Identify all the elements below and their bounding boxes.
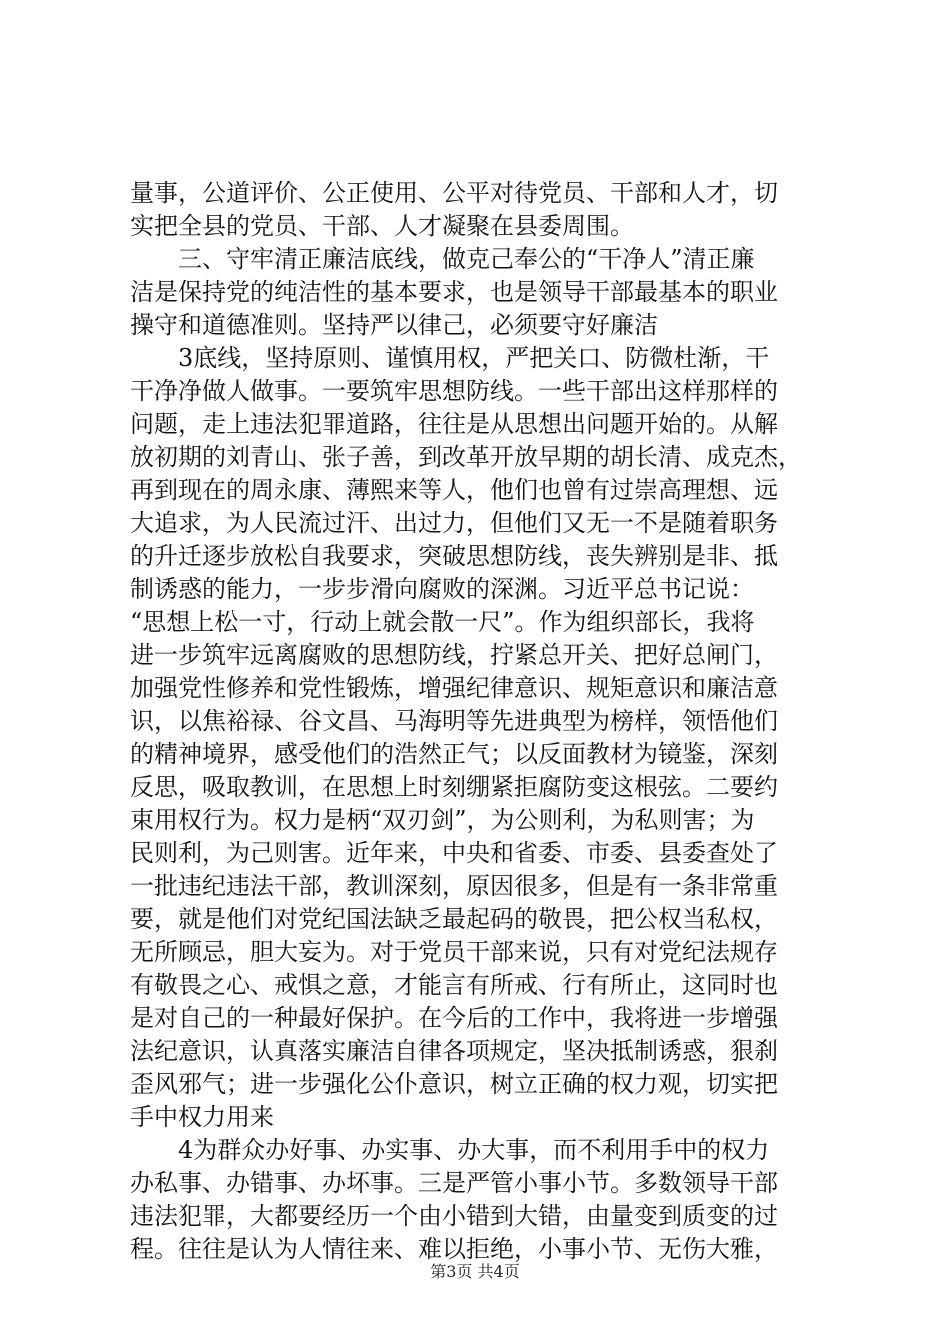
text-line: 有敬畏之心、戒惧之意，才能言有所戒、行有所止，这同时也 — [130, 971, 778, 999]
text-line: 是对自己的一种最好保护。在今后的工作中，我将进一步增强 — [130, 1004, 778, 1032]
document-body — [130, 177, 830, 1266]
text-line: 问题，走上违法犯罪道路，往往是从思想出问题开始的。从解 — [130, 410, 778, 438]
text-line: 再到现在的周永康、薄熙来等人，他们也曾有过崇高理想、远 — [130, 476, 778, 504]
text-line: 大追求，为人民流过汗、出过力，但他们又无一不是随着职务 — [130, 509, 778, 537]
text-line: 4为群众办好事、办实事、办大事，而不利用手中的权力 — [178, 1136, 770, 1164]
text-line: 洁是保持党的纯洁性的基本要求，也是领导干部最基本的职业 — [130, 278, 778, 306]
text-line: 三、守牢清正廉洁底线，做克己奉公的“干净人”清正廉 — [178, 245, 755, 273]
text-line: 一批违纪违法干部，教训深刻，原因很多，但是有一条非常重 — [130, 872, 778, 900]
text-line: 办私事、办错事、办坏事。三是严管小事小节。多数领导干部 — [130, 1169, 778, 1197]
text-line: 放初期的刘青山、张子善，到改革开放早期的胡长清、成克杰， — [130, 443, 802, 471]
text-line: 民则利，为己则害。近年来，中央和省委、市委、县委查处了 — [130, 839, 778, 867]
text-line: “思想上松一寸，行动上就会散一尺”。作为组织部长，我将 — [130, 608, 755, 636]
text-line: 加强党性修养和党性锻炼，增强纪律意识、规矩意识和廉洁意 — [130, 674, 778, 702]
text-line: 歪风邪气；进一步强化公仆意识，树立正确的权力观，切实把 — [130, 1070, 778, 1098]
text-line: 量事，公道评价、公正使用、公平对待党员、干部和人才，切 — [130, 179, 778, 207]
text-line: 束用权行为。权力是柄“双刃剑”，为公则利，为私则害；为 — [130, 806, 755, 834]
text-line: 手中权力用来 — [130, 1103, 274, 1131]
text-line: 识，以焦裕禄、谷文昌、马海明等先进典型为榜样，领悟他们 — [130, 707, 778, 735]
text-line: 3底线，坚持原则、谨慎用权，严把关口、防微杜渐，干 — [178, 344, 770, 372]
text-line: 程。往往是认为人情往来、难以拒绝，小事小节、无伤大雅， — [130, 1235, 778, 1263]
text-line: 的精神境界，感受他们的浩然正气；以反面教材为镜鉴，深刻 — [130, 740, 778, 768]
page-footer: 第3页 共4页 — [430, 1262, 520, 1281]
text-line: 的升迁逐步放松自我要求，突破思想防线，丧失辨别是非、抵 — [130, 542, 778, 570]
text-line: 干净净做人做事。一要筑牢思想防线。一些干部出这样那样的 — [130, 377, 778, 405]
text-line: 违法犯罪，大都要经历一个由小错到大错，由量变到质变的过 — [130, 1202, 778, 1230]
text-line: 实把全县的党员、干部、人才凝聚在县委周围。 — [130, 212, 634, 240]
text-line: 法纪意识，认真落实廉洁自律各项规定，坚决抵制诱惑，狠刹 — [130, 1037, 778, 1065]
text-line: 制诱惑的能力，一步步滑向腐败的深渊。习近平总书记说： — [130, 575, 754, 603]
text-line: 反思，吸取教训，在思想上时刻绷紧拒腐防变这根弦。二要约 — [130, 773, 778, 801]
text-line: 无所顾忌，胆大妄为。对于党员干部来说，只有对党纪法规存 — [130, 938, 778, 966]
text-line: 进一步筑牢远离腐败的思想防线，拧紧总开关、把好总闸门， — [130, 641, 778, 669]
text-line: 要，就是他们对党纪国法缺乏最起码的敬畏，把公权当私权， — [130, 905, 778, 933]
text-line: 操守和道德准则。坚持严以律己，必须要守好廉洁 — [130, 311, 658, 339]
